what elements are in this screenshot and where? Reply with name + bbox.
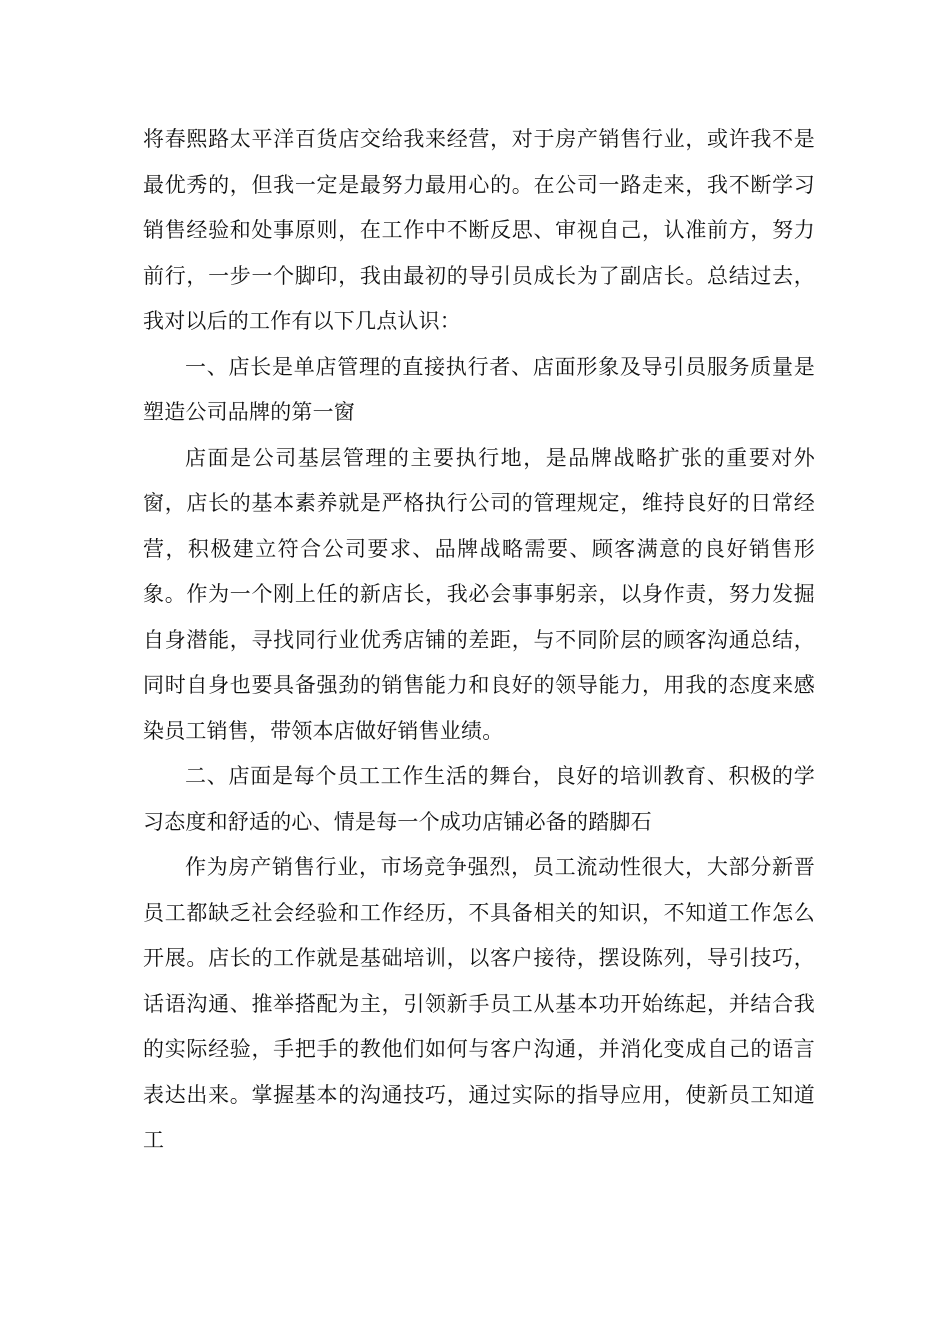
paragraph-intro: 将春熙路太平洋百货店交给我来经营，对于房产销售行业，或许我不是最优秀的，但我一定是最努力最用心的。在公司一路走来，我不断学习销售经验和处事原则，在工作中不断反思、审视自己，认准前方，努力前行，一步一个脚印，我由最初的导引员成长为了副店长。总结过去，我对以后的工作有以下几点认识： bbox=[143, 127, 815, 333]
document-body bbox=[143, 117, 815, 1164]
heading-point-two: 二、店面是每个员工工作生活的舞台，良好的培训教育、积极的学习态度和舒适的心、情是每一个成功店铺必备的踏脚石 bbox=[143, 764, 815, 834]
heading-point-one: 一、店长是单店管理的直接执行者、店面形象及导引员服务质量是塑造公司品牌的第一窗 bbox=[143, 354, 815, 424]
paragraph-point-two: 作为房产销售行业，市场竞争强烈，员工流动性很大，大部分新晋员工都缺乏社会经验和工作经历，不具备相关的知识，不知道工作怎么开展。店长的工作就是基础培训，以客户接待，摆设陈列，导引技巧，话语沟通、推举搭配为主，引领新手员工从基本功开始练起，并结合我的实际经验，手把手的教他们如何与客户沟通，并消化变成自己的语言表达出来。掌握基本的沟通技巧，通过实际的指导应用，使新员工知道工 bbox=[143, 855, 815, 1152]
paragraph-point-one: 店面是公司基层管理的主要执行地，是品牌战略扩张的重要对外窗，店长的基本素养就是严格执行公司的管理规定，维持良好的日常经营，积极建立符合公司要求、品牌战略需要、顾客满意的良好销售形象。作为一个刚上任的新店长，我必会事事躬亲，以身作责，努力发掘自身潜能，寻找同行业优秀店铺的差距，与不同阶层的顾客沟通总结，同时自身也要具备强劲的销售能力和良好的领导能力，用我的态度来感染员工销售，带领本店做好销售业绩。 bbox=[143, 445, 815, 743]
